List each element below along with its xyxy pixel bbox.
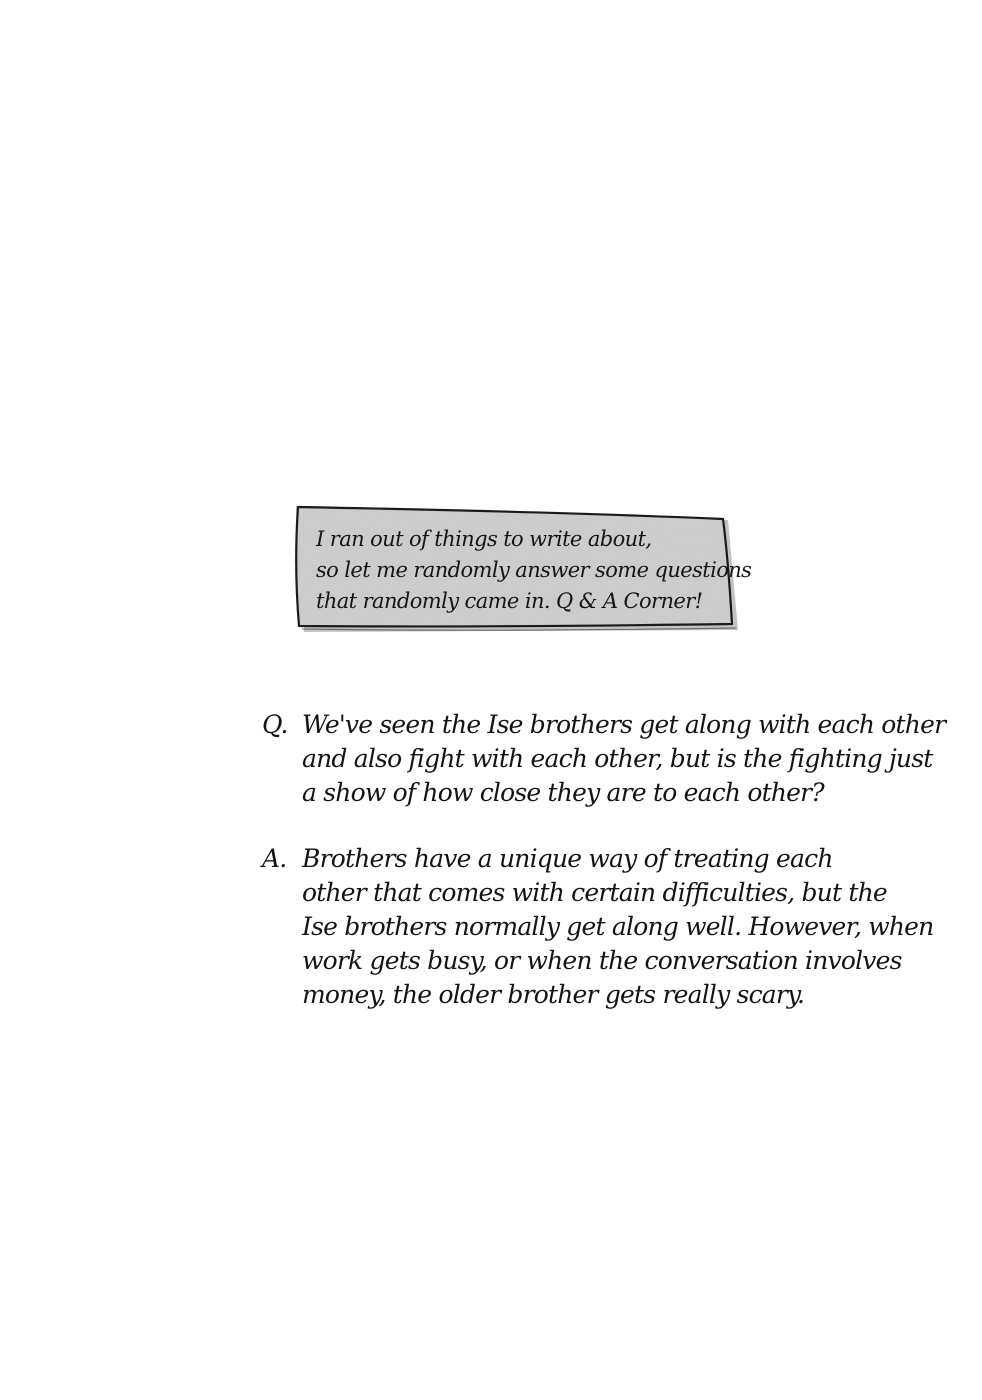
answer-line: other that comes with certain difficulties, but the <box>302 878 887 907</box>
intro-note-text <box>316 524 752 617</box>
answer-label: A. <box>262 844 287 873</box>
question-line: We've seen the Ise brothers get along with each other <box>302 710 946 739</box>
question-line: a show of how close they are to each other? <box>302 778 824 807</box>
intro-note-box <box>286 500 756 640</box>
answer-line: Ise brothers normally get along well. However, when <box>302 912 934 941</box>
answer-line: work gets busy, or when the conversation involves <box>302 946 902 975</box>
answer-line: money, the older brother gets really scary. <box>302 980 805 1009</box>
answer-line: Brothers have a unique way of treating each <box>302 844 833 873</box>
answer-text <box>302 842 934 1012</box>
intro-line: so let me randomly answer some questions <box>316 558 752 582</box>
question-label: Q. <box>262 710 288 739</box>
question-text <box>302 708 946 810</box>
intro-line: that randomly came in. Q & A Corner! <box>316 589 703 613</box>
intro-line: I ran out of things to write about, <box>316 527 652 551</box>
question-line: and also fight with each other, but is the fighting just <box>302 744 933 773</box>
